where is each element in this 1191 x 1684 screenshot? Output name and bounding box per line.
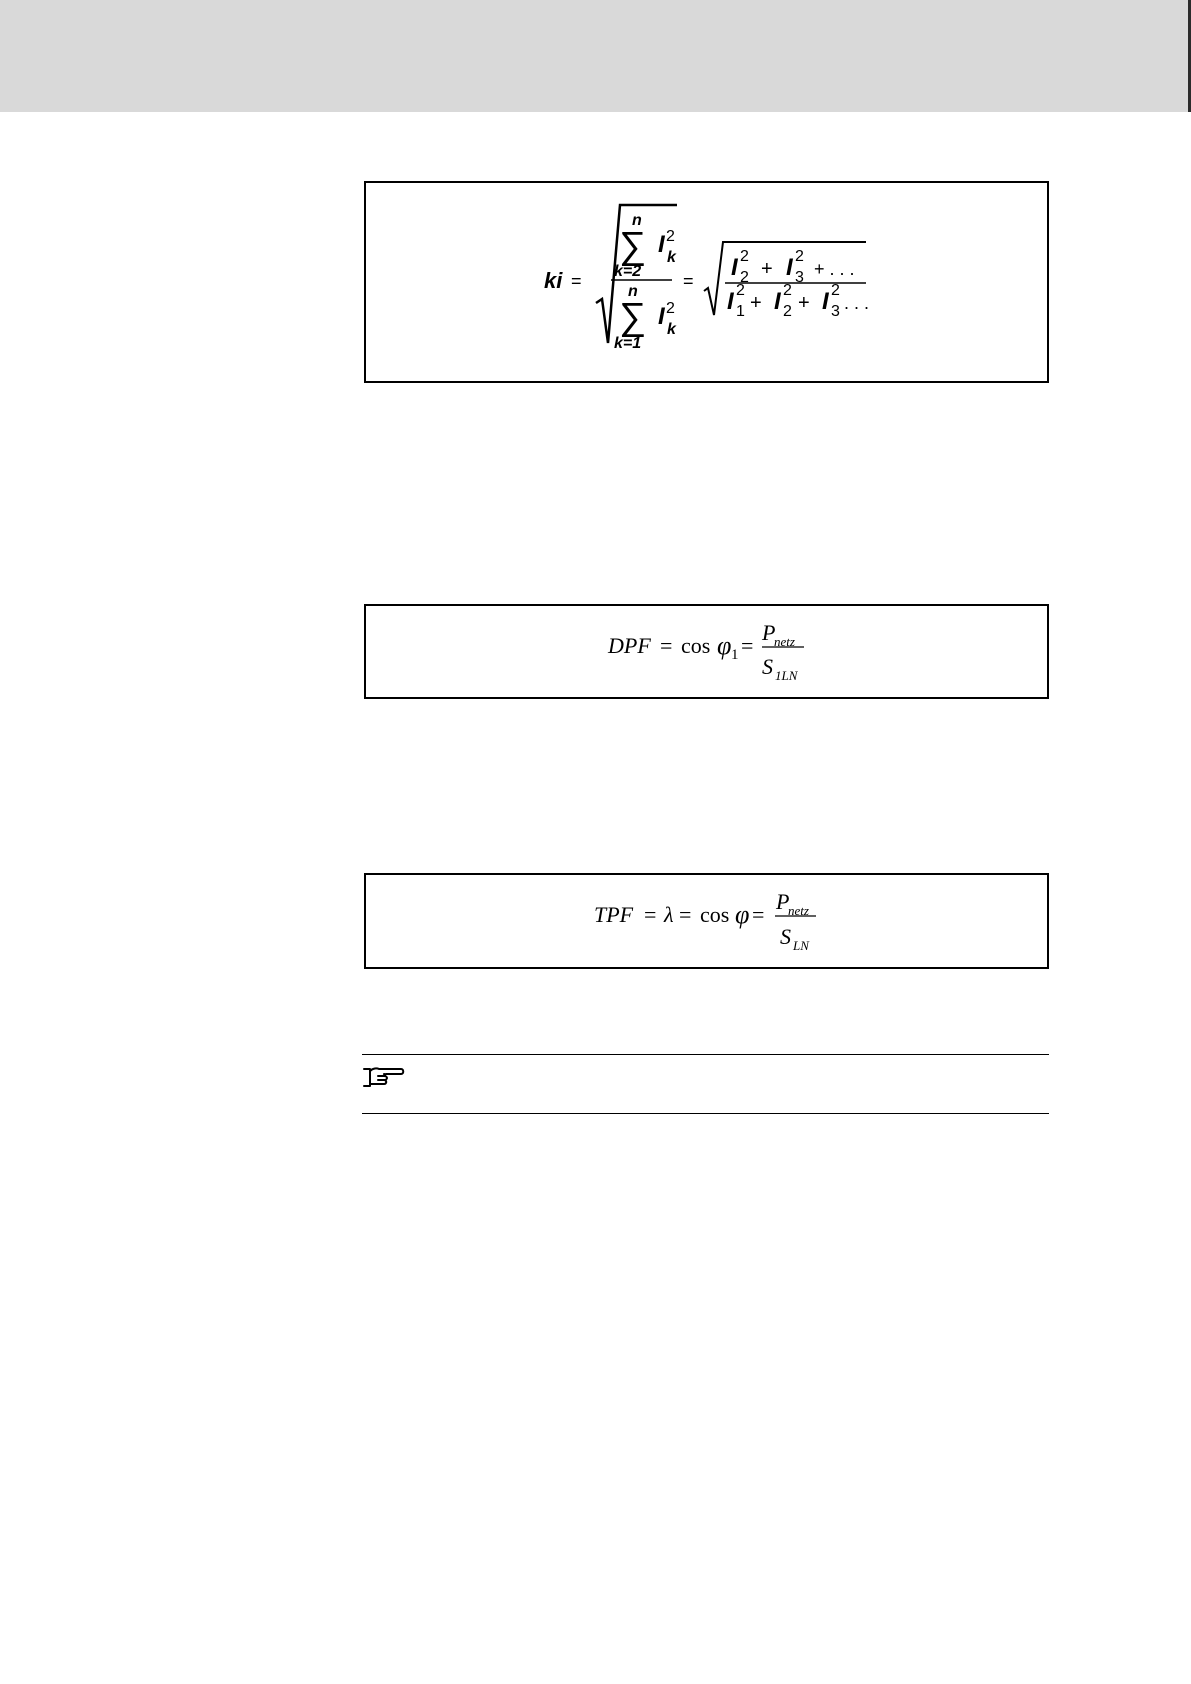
dpf-cos: cos — [681, 633, 711, 658]
ki-num-term: I — [658, 231, 665, 258]
ki-num-upper-limit: n — [632, 212, 642, 229]
ki-num-term-sup: 2 — [666, 228, 675, 245]
dpf-equals-1: = — [660, 633, 673, 658]
tpf-lambda: λ — [664, 902, 674, 927]
dpf-lhs: DPF — [608, 633, 651, 658]
dpf-formula — [366, 606, 1047, 697]
tpf-lhs: TPF — [594, 902, 634, 927]
ki-rhs-num-i2-sup: 2 — [740, 248, 749, 265]
dpf-den-sub: 1LN — [775, 668, 798, 683]
dpf-phi: φ — [717, 631, 732, 660]
tpf-cos: cos — [700, 902, 730, 927]
ki-num-term-sub: k — [667, 249, 676, 266]
ki-num-lower-limit: k=2 — [614, 263, 642, 280]
ki-rhs-den-i1: I — [727, 288, 734, 315]
ki-rhs-num-tail: + . . . — [814, 259, 855, 279]
dpf-phi-sub: 1 — [731, 647, 739, 663]
ki-rhs-den-i1-sup: 2 — [736, 282, 745, 299]
ki-rhs-den-i1-sub: 1 — [736, 303, 745, 320]
dpf-equals-2: = — [741, 633, 754, 658]
ki-den-term: I — [658, 303, 665, 330]
ki-lhs: ki — [544, 268, 563, 293]
tpf-formula — [366, 875, 1047, 967]
ki-rhs-den-plus-2: + — [798, 292, 810, 314]
ki-den-term-sub: k — [667, 321, 676, 338]
tpf-equals-3: = — [752, 902, 765, 927]
ki-den-sum: ∑ — [619, 296, 647, 338]
ki-num-sum: ∑ — [619, 225, 647, 267]
ki-rhs-num-i3: I — [786, 254, 793, 281]
dpf-num-sub: netz — [774, 634, 795, 649]
ki-rhs-den-i3-sub: 3 — [831, 303, 840, 320]
ki-equals-1: = — [571, 271, 582, 291]
ki-rhs-num-plus-1: + — [761, 258, 773, 280]
ki-rhs-den-i3: I — [822, 288, 829, 315]
ki-rhs-den-i2-sub: 2 — [783, 303, 792, 320]
ki-rhs-den-tail: . . . — [844, 293, 870, 313]
ki-rhs-num-i3-sup: 2 — [795, 248, 804, 265]
dpf-num-p: P — [762, 620, 776, 645]
tpf-equals-1: = — [644, 902, 657, 927]
ki-rhs-num-i2: I — [731, 254, 738, 281]
ki-formula — [366, 183, 1047, 381]
ki-den-lower-limit: k=1 — [614, 335, 642, 352]
tpf-den-sub: LN — [793, 938, 809, 953]
ki-rhs-den-i3-sup: 2 — [831, 282, 840, 299]
pointing-hand-icon — [362, 1063, 406, 1089]
ki-equals-2: = — [683, 271, 694, 291]
tpf-phi: φ — [735, 900, 750, 929]
tpf-den-s: S — [780, 924, 791, 949]
tpf-equals-2: = — [679, 902, 692, 927]
ki-rhs-num-i3-sub: 3 — [795, 269, 804, 286]
ki-rhs-den-plus-1: + — [750, 292, 762, 314]
tpf-num-sub: netz — [788, 903, 809, 918]
note-block — [362, 1054, 1049, 1114]
page-header-band — [0, 0, 1191, 112]
ki-rhs-num-i2-sub: 2 — [740, 269, 749, 286]
tpf-num-p: P — [776, 889, 790, 914]
ki-den-upper-limit: n — [628, 283, 638, 300]
ki-rhs-den-i2-sup: 2 — [783, 282, 792, 299]
dpf-den-s: S — [762, 654, 773, 679]
ki-den-term-sup: 2 — [666, 300, 675, 317]
ki-formula-box — [364, 181, 1049, 383]
tpf-formula-box — [364, 873, 1049, 969]
ki-rhs-den-i2: I — [774, 288, 781, 315]
dpf-formula-box — [364, 604, 1049, 699]
